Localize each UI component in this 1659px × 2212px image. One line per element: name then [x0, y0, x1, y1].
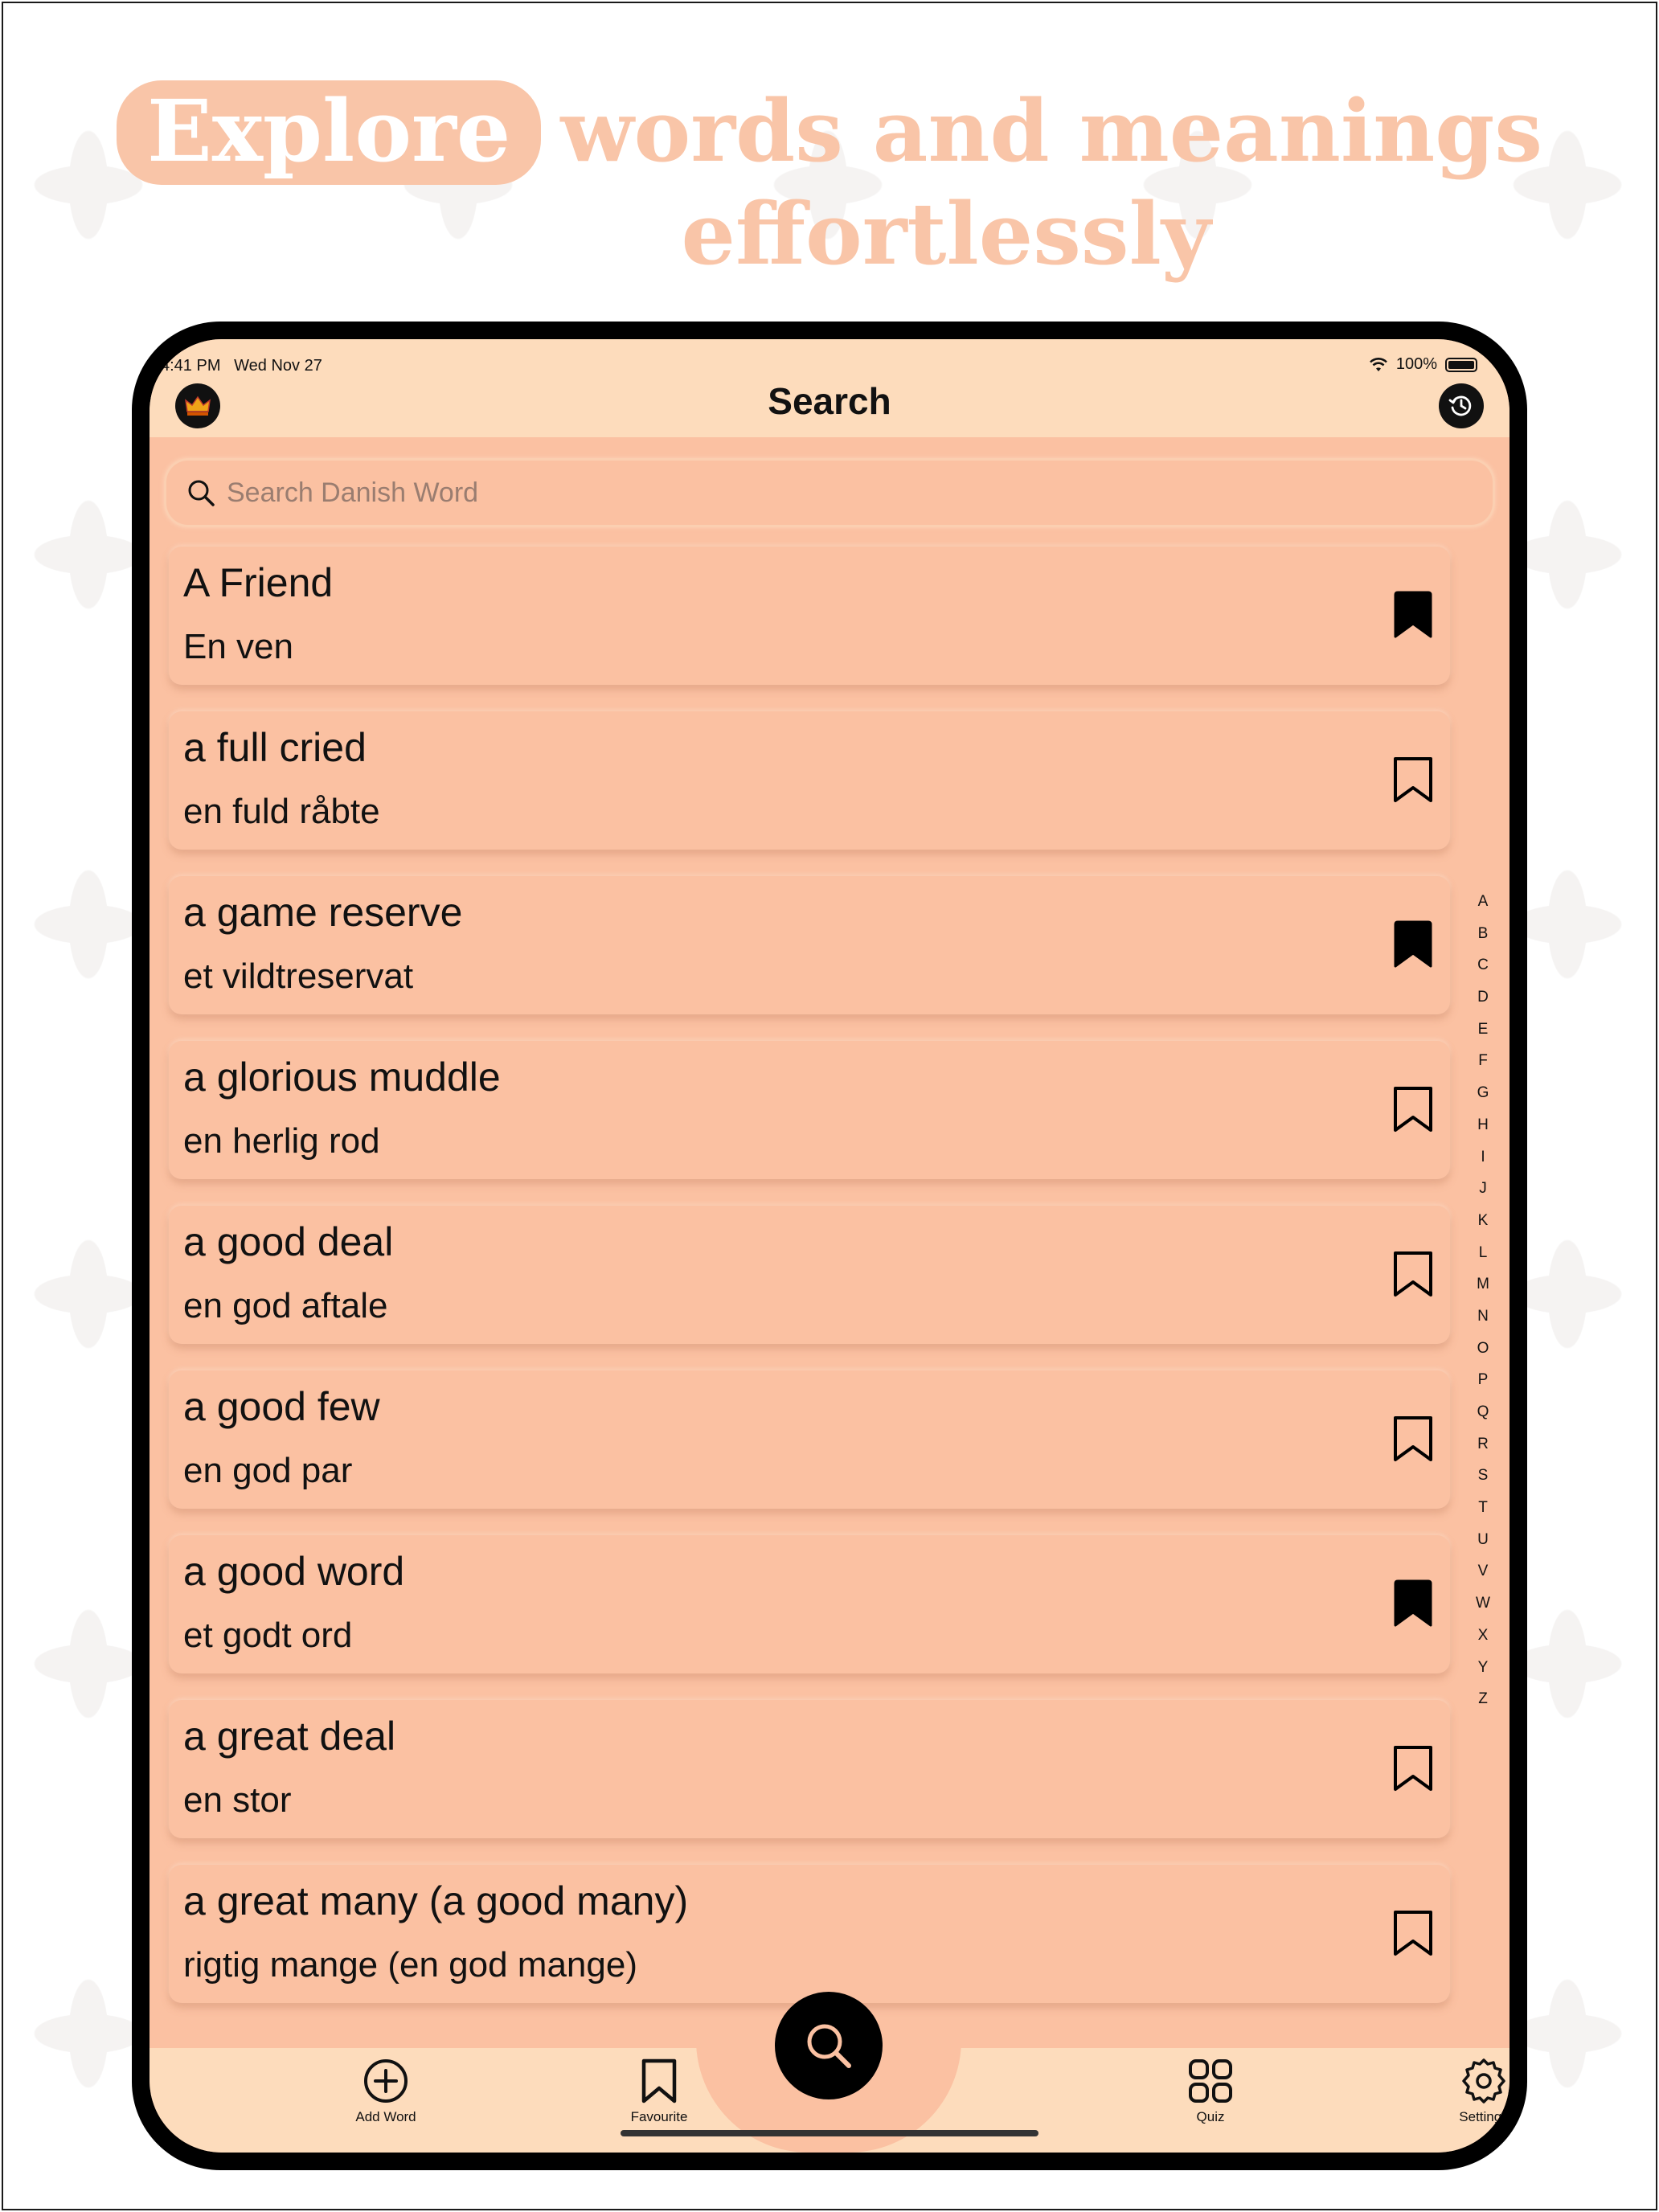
- headline-highlight: Explore: [117, 80, 541, 185]
- index-letter[interactable]: H: [1477, 1116, 1489, 1133]
- search-bar[interactable]: [164, 458, 1495, 527]
- page-title: Search: [768, 380, 891, 422]
- app-screen: [150, 339, 1509, 2153]
- word-term: a great deal: [183, 1714, 396, 1759]
- index-letter[interactable]: P: [1477, 1371, 1489, 1389]
- word-card[interactable]: [169, 547, 1450, 685]
- bookmark-toggle[interactable]: [1391, 1249, 1436, 1302]
- index-letter[interactable]: A: [1477, 893, 1489, 910]
- history-button[interactable]: [1439, 383, 1484, 428]
- word-term: a great many (a good many): [183, 1878, 689, 1923]
- tab-label-quiz: Quiz: [1196, 2109, 1225, 2124]
- bookmark-toggle[interactable]: [1391, 1743, 1436, 1796]
- history-icon: [1448, 392, 1475, 420]
- bookmark-toggle[interactable]: [1391, 1579, 1436, 1632]
- tab-label-favourite: Favourite: [630, 2109, 688, 2124]
- tab-quiz[interactable]: [1154, 2058, 1267, 2125]
- plus-circle-icon: [363, 2058, 409, 2104]
- status-indicators: [1369, 355, 1477, 374]
- word-translation: en herlig rod: [183, 1121, 380, 1161]
- navigation-bar: [150, 339, 1509, 437]
- tab-favourite[interactable]: [603, 2058, 715, 2125]
- battery-percentage: 100%: [1395, 355, 1437, 373]
- index-letter[interactable]: V: [1477, 1563, 1489, 1580]
- word-translation: En ven: [183, 627, 293, 666]
- word-card[interactable]: [169, 876, 1450, 1014]
- index-letter[interactable]: B: [1477, 924, 1489, 942]
- word-card[interactable]: [169, 711, 1450, 850]
- index-letter[interactable]: M: [1477, 1276, 1489, 1293]
- status-date: Wed Nov 27: [234, 357, 322, 375]
- bookmark-filled-icon: [1391, 590, 1436, 640]
- tab-label-add-word: Add Word: [355, 2109, 416, 2124]
- word-term: a good deal: [183, 1219, 394, 1264]
- word-translation: en fuld råbte: [183, 792, 380, 831]
- bookmark-outline-icon: [1391, 1084, 1436, 1134]
- index-letter[interactable]: L: [1478, 1243, 1488, 1261]
- word-translation: et godt ord: [183, 1616, 353, 1655]
- bookmark-outline-icon: [1391, 1908, 1436, 1958]
- bookmark-filled-icon: [1391, 1579, 1436, 1628]
- word-card[interactable]: [169, 1370, 1450, 1509]
- bookmark-outline-icon: [1391, 755, 1436, 805]
- word-translation: rigtig mange (en god mange): [183, 1945, 637, 1985]
- index-letter[interactable]: S: [1477, 1467, 1489, 1485]
- word-card[interactable]: [169, 1865, 1450, 2003]
- word-translation: et vildtreservat: [183, 956, 414, 996]
- index-letter[interactable]: I: [1481, 1148, 1485, 1165]
- index-letter[interactable]: Q: [1477, 1403, 1489, 1420]
- index-letter[interactable]: Y: [1477, 1658, 1489, 1676]
- word-card[interactable]: [169, 1535, 1450, 1673]
- index-letter[interactable]: K: [1477, 1211, 1489, 1229]
- word-card[interactable]: [169, 1206, 1450, 1344]
- bookmark-toggle[interactable]: [1391, 920, 1436, 973]
- battery-icon: [1445, 358, 1477, 372]
- headline-line-1-rest: words and meanings: [560, 80, 1543, 181]
- bookmark-outline-icon: [1391, 1249, 1436, 1299]
- alphabet-index[interactable]: [1474, 886, 1492, 1715]
- wifi-icon: [1369, 358, 1388, 372]
- search-input[interactable]: [225, 477, 1495, 510]
- bookmark-outline-icon: [1391, 1414, 1436, 1464]
- bookmark-outline-icon: [1391, 1743, 1436, 1793]
- index-letter[interactable]: N: [1477, 1307, 1489, 1325]
- word-list: [169, 547, 1450, 2030]
- index-letter[interactable]: C: [1477, 956, 1489, 974]
- index-letter[interactable]: D: [1477, 989, 1489, 1006]
- word-term: A Friend: [183, 560, 334, 605]
- index-letter[interactable]: Z: [1478, 1690, 1488, 1708]
- word-translation: en god par: [183, 1451, 353, 1490]
- status-clock: 4:41 PM: [161, 357, 221, 375]
- headline-line-1: [0, 80, 1659, 185]
- word-translation: en god aftale: [183, 1286, 388, 1325]
- index-letter[interactable]: R: [1477, 1435, 1489, 1452]
- promo-headline: [0, 80, 1659, 283]
- home-indicator: [621, 2130, 1038, 2136]
- search-icon: [801, 2017, 857, 2074]
- search-tab-button[interactable]: [775, 1992, 883, 2099]
- index-letter[interactable]: E: [1477, 1020, 1489, 1038]
- index-letter[interactable]: G: [1477, 1084, 1489, 1102]
- bookmark-toggle[interactable]: [1391, 1084, 1436, 1137]
- index-letter[interactable]: X: [1477, 1626, 1489, 1644]
- tablet-frame: [132, 322, 1527, 2170]
- bookmark-toggle[interactable]: [1391, 755, 1436, 808]
- word-term: a game reserve: [183, 890, 463, 935]
- index-letter[interactable]: W: [1476, 1595, 1490, 1612]
- word-card[interactable]: [169, 1041, 1450, 1179]
- bookmark-toggle[interactable]: [1391, 1908, 1436, 1961]
- word-translation: en stor: [183, 1780, 292, 1820]
- index-letter[interactable]: F: [1478, 1052, 1488, 1070]
- search-icon: [185, 477, 217, 509]
- tab-label-settings: Settings: [1459, 2109, 1509, 2124]
- bookmark-toggle[interactable]: [1391, 1414, 1436, 1467]
- grid-icon: [1187, 2058, 1234, 2104]
- status-time: [161, 357, 322, 375]
- tab-add-word[interactable]: [330, 2058, 442, 2125]
- tab-settings[interactable]: [1428, 2058, 1509, 2125]
- word-term: a good few: [183, 1384, 380, 1429]
- bookmark-outline-icon: [636, 2058, 682, 2104]
- index-letter[interactable]: T: [1478, 1499, 1488, 1517]
- index-letter[interactable]: J: [1479, 1180, 1487, 1198]
- index-letter[interactable]: O: [1477, 1339, 1489, 1357]
- word-card[interactable]: [169, 1700, 1450, 1838]
- bookmark-toggle[interactable]: [1391, 590, 1436, 643]
- headline-line-2: effortlessly: [681, 183, 1211, 284]
- gear-icon: [1460, 2058, 1507, 2104]
- word-term: a full cried: [183, 725, 367, 770]
- bookmark-filled-icon: [1391, 920, 1436, 969]
- word-term: a glorious muddle: [183, 1055, 501, 1100]
- index-letter[interactable]: U: [1477, 1530, 1489, 1548]
- word-term: a good word: [183, 1549, 405, 1594]
